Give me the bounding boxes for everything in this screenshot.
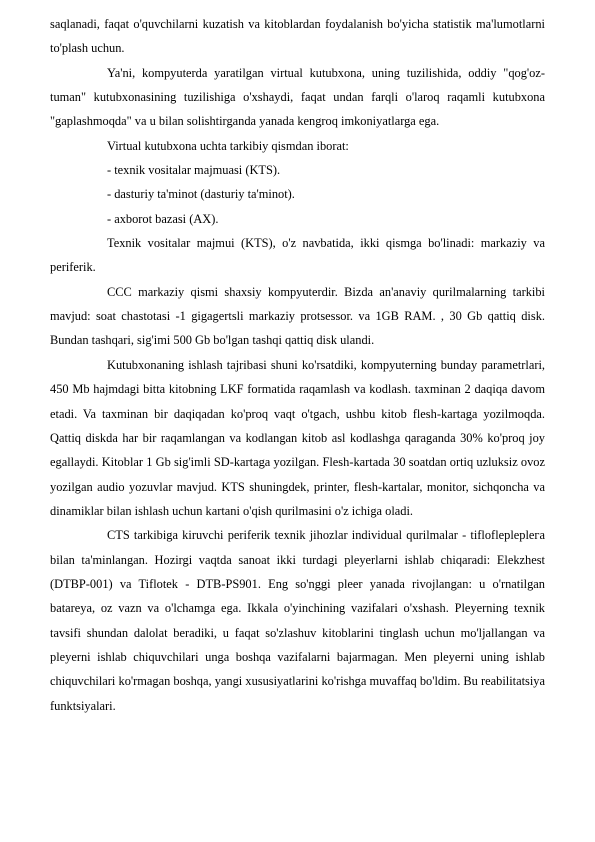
- paragraph-kts-division: Texnik vositalar majmui (KTS), o'z navbatida, ikki qismga bo'linadi: markaziy va periferik.: [50, 236, 545, 275]
- document-page: [50, 12, 545, 718]
- list-item-kts: - texnik vositalar majmuasi (KTS).: [107, 163, 281, 178]
- paragraph-components-heading: Virtual kutubxona uchta tarkibiy qismdan iborat:: [107, 138, 349, 153]
- paragraph-ccc-central: CCC markaziy qismi shaxsiy kompyuterdir. Bizda an'anaviy qurilmalarning tarkibi mavjud: soat chastotasi -1 gigagertsli markaziy protsessor. va 1GB RAM. , 30 Gb qattiq disk. Bundan tashqari, sig'imi 500 Gb bo'lgan tashqi qattiq disk ulandi.: [50, 284, 545, 348]
- paragraph-cts-peripheral: CTS tarkibiga kiruvchi periferik texnik jihozlar individual qurilmalar - tiflofleplepleгa bilan ta'minlangan. Hozirgi vaqtda sanoat ikki turdagi pleyerlarni ishlab chiqaradi: Elekzhest (DTBP-001) va Tiflotek - DTB-PS901. Eng so'nggi pleer yanada rivojlangan: u o'rnatilgan batareya, oz vazn va o'lchamga ega. Ikkala o'yinchining vazifalari o'xshash. Pleyerning texnik tavsifi shundan dalolat beradiki, u faqat so'zlashuv kitoblarini tinglash uchun mo'ljallangan va pleyerni ishlab chiquvchilari unga boshqa vazifalarni bajarmagan. Men pleyerni uning ishlab chiquvchilari ko'rmagan boshqa, yangi xususiyatlarini ko'rishga muvaffaq bo'ldim. Bu reabilitatsiya funktsiyalari.: [50, 528, 545, 713]
- paragraph-1-continued: saqlanadi, faqat o'quvchilarni kuzatish va kitoblardan foydalanish bo'yicha statistik ma'lumotlarni to'plash uchun.: [50, 17, 545, 56]
- list-item-software: - dasturiy ta'minot (dasturiy ta'minot).: [107, 187, 295, 202]
- list-item-info-base: - axborot bazasi (AX).: [107, 211, 219, 226]
- paragraph-library-experience: Kutubxonaning ishlash tajribasi shuni ko'rsatdiki, kompyuterning bunday parametrlari, 450 Mb hajmdagi bitta kitobning LKF formatida raqamlash va kodlash. taxminan 2 daqiqa davom etadi. Va taxminan bir daqiqadan ko'proq vaqt o'tgach, ushbu kitob flesh-kartaga yozilmoqda. Qattiq diskda har bir raqamlangan va kodlangan kitob asl kodlashga qaraganda 30% ko'proq joy egallaydi. Kitoblar 1 Gb sig'imli SD-kartaga yozilgan. Flesh-kartada 30 soatdan ortiq uzluksiz ovoz yozilgan audio yozuvlar mavjud. KTS shuningdek, printer, flesh-kartalar, monitor, sichqoncha va dinamiklar bilan ishlash uchun kartani o'qish qurilmasini o'z ichiga oladi.: [50, 357, 545, 518]
- paragraph-virtual-library-intro: Ya'ni, kompyuterda yaratilgan virtual kutubxona, uning tuzilishida, oddiy "qog'oz-tuman" kutubxonasining tuzilishiga o'xshaydi, faqat undan farqli o'laroq raqamli kutubxona "gaplashmoqda" va u bilan solishtirganda yanada kengroq imkoniyatlarga ega.: [50, 65, 545, 129]
